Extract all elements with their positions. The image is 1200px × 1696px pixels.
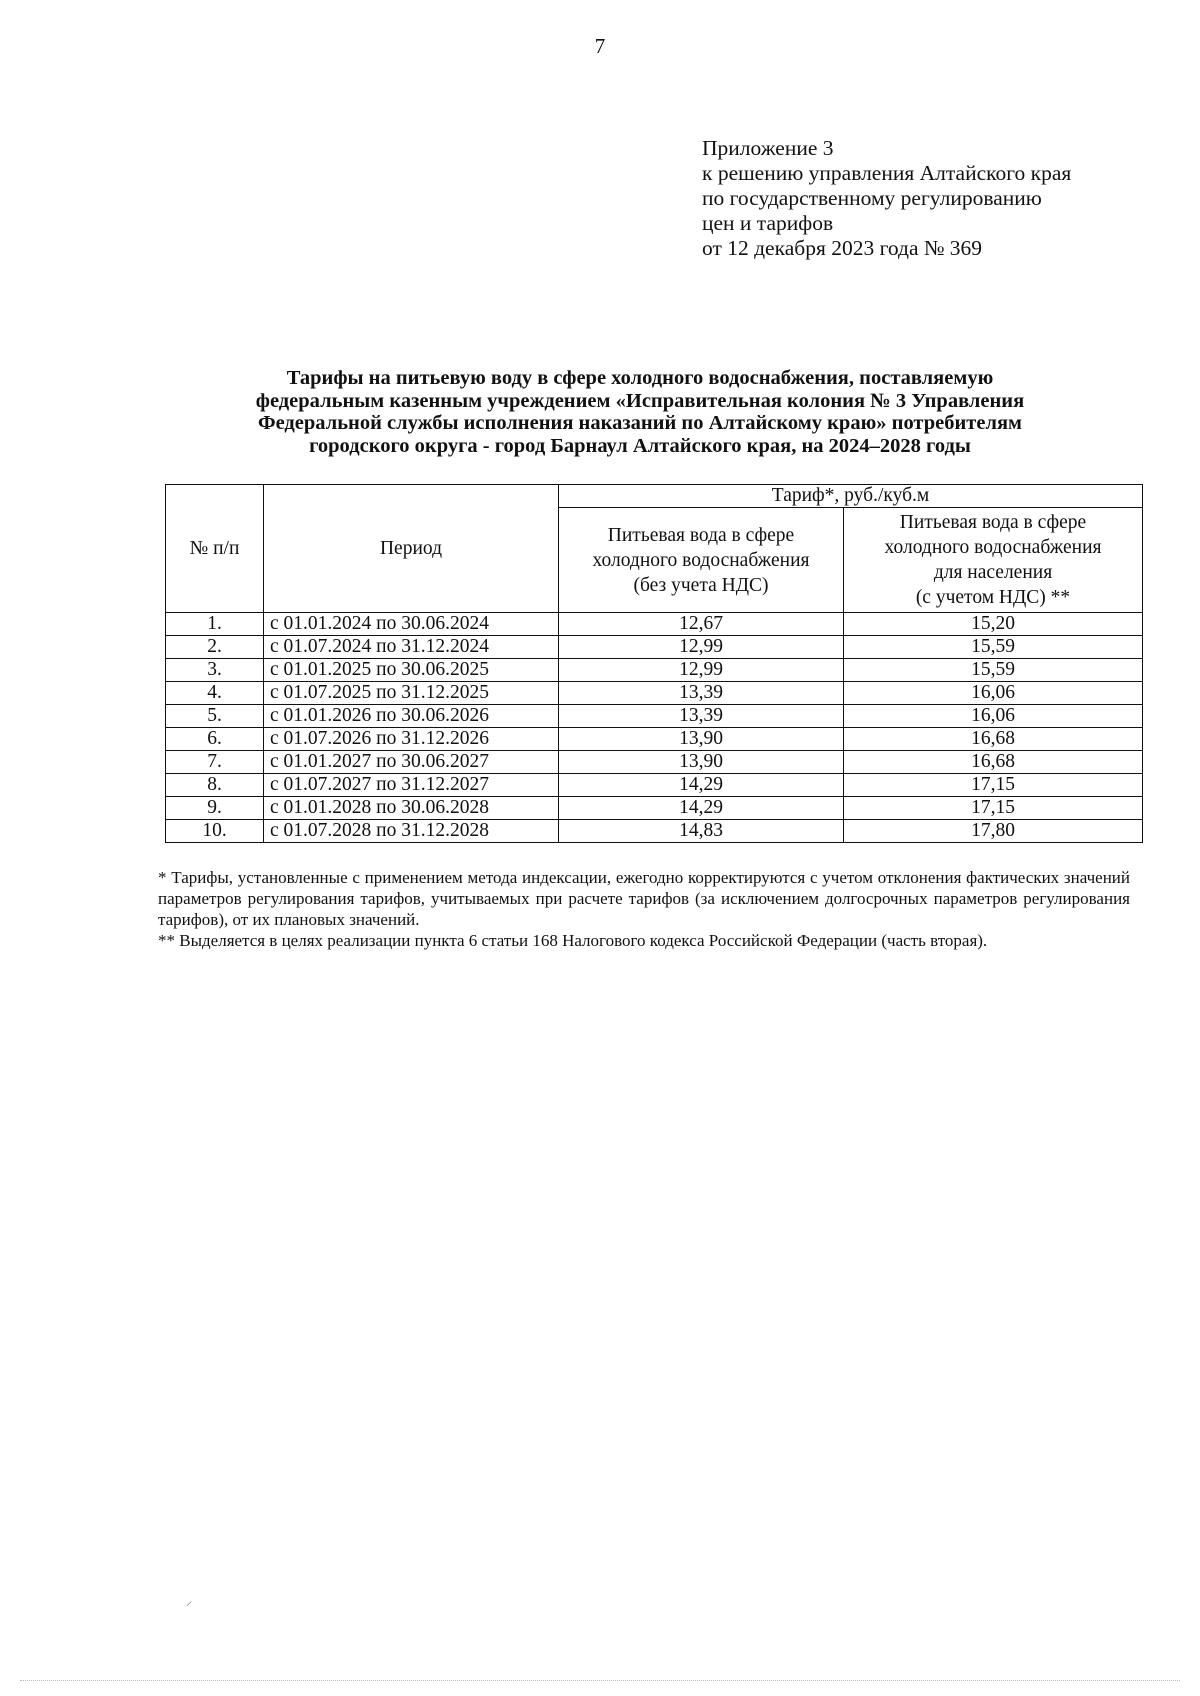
header-line: холодного водоснабжения	[884, 537, 1102, 558]
cell-num: 3.	[166, 659, 264, 682]
header-population	[844, 508, 1143, 613]
header-tariff-group: Тариф*, руб./куб.м	[559, 485, 1143, 508]
appendix-line: к решению управления Алтайского края	[702, 161, 1072, 185]
table-row	[166, 728, 1143, 751]
cell-without-vat: 14,83	[559, 820, 844, 843]
cell-population: 17,80	[844, 820, 1143, 843]
cell-period: с 01.01.2025 по 30.06.2025	[264, 659, 559, 682]
appendix-line: по государственному регулированию	[702, 186, 1042, 210]
table-row	[166, 774, 1143, 797]
cell-population: 16,68	[844, 751, 1143, 774]
cell-population: 16,68	[844, 728, 1143, 751]
table-row	[166, 820, 1143, 843]
footnote-1: * Тарифы, установленные с применением метода индексации, ежегодно корректируются с учетом отклонения фактических значений параметров регулирования тарифов, учитываемых при расчете тарифов (за исключением долгосрочных параметров регулирования тарифов), от их плановых значений.	[158, 868, 1130, 929]
tariff-table	[165, 484, 1143, 843]
title-line: Федеральной службы исполнения наказаний по Алтайскому краю» потребителям	[257, 412, 1023, 434]
header-line: (с учетом НДС) **	[915, 587, 1071, 608]
cell-period: с 01.07.2024 по 31.12.2024	[264, 636, 559, 659]
cell-period: с 01.07.2027 по 31.12.2027	[264, 774, 559, 797]
header-line: для населения	[933, 562, 1053, 583]
cell-without-vat: 13,39	[559, 682, 844, 705]
cell-population: 17,15	[844, 774, 1143, 797]
document-title	[170, 367, 1110, 457]
cell-num: 4.	[166, 682, 264, 705]
header-line: Питьевая вода в сфере	[607, 524, 795, 546]
cell-without-vat: 13,90	[559, 728, 844, 751]
cell-num: 7.	[166, 751, 264, 774]
cell-population: 15,59	[844, 659, 1143, 682]
cell-num: 10.	[166, 820, 264, 843]
cell-without-vat: 13,39	[559, 705, 844, 728]
table-row	[166, 682, 1143, 705]
page-number: 7	[594, 34, 606, 58]
footnote-2: ** Выделяется в целях реализации пункта 6 статьи 168 Налогового кодекса Российской Федерации (часть вторая).	[158, 931, 988, 950]
cell-population: 15,20	[844, 613, 1143, 636]
scan-edge-divider	[20, 1680, 1180, 1681]
cell-period: с 01.01.2028 по 30.06.2028	[264, 797, 559, 820]
cell-num: 9.	[166, 797, 264, 820]
cell-num: 8.	[166, 774, 264, 797]
cell-population: 16,06	[844, 682, 1143, 705]
cell-without-vat: 12,99	[559, 659, 844, 682]
header-line: Питьевая вода в сфере	[899, 512, 1087, 533]
table-row	[166, 636, 1143, 659]
appendix-line: Приложение 3	[702, 136, 834, 160]
cell-num: 1.	[166, 613, 264, 636]
table-row	[166, 705, 1143, 728]
appendix-line: цен и тарифов	[702, 211, 834, 235]
cell-population: 17,15	[844, 797, 1143, 820]
title-line: федеральным казенным учреждением «Исправительная колония № 3 Управления	[255, 389, 1025, 412]
scan-mark-icon: ⸝	[186, 1594, 193, 1608]
cell-period: с 01.01.2024 по 30.06.2024	[264, 613, 559, 636]
appendix-line: от 12 декабря 2023 года № 369	[702, 236, 982, 260]
cell-num: 5.	[166, 705, 264, 728]
table-row	[166, 659, 1143, 682]
title-line: Тарифы на питьевую воду в сфере холодного водоснабжения, поставляемую	[286, 367, 994, 389]
footnotes	[158, 867, 1130, 951]
table-row	[166, 751, 1143, 774]
cell-population: 16,06	[844, 705, 1143, 728]
cell-period: с 01.07.2026 по 31.12.2026	[264, 728, 559, 751]
cell-without-vat: 12,99	[559, 636, 844, 659]
cell-without-vat: 13,90	[559, 751, 844, 774]
cell-num: 6.	[166, 728, 264, 751]
cell-period: с 01.07.2028 по 31.12.2028	[264, 820, 559, 843]
cell-num: 2.	[166, 636, 264, 659]
cell-without-vat: 12,67	[559, 613, 844, 636]
header-line: (без учета НДС)	[633, 574, 769, 596]
header-num: № п/п	[166, 485, 264, 613]
header-period: Период	[264, 485, 559, 613]
cell-population: 15,59	[844, 636, 1143, 659]
cell-period: с 01.01.2027 по 30.06.2027	[264, 751, 559, 774]
cell-without-vat: 14,29	[559, 797, 844, 820]
title-line: городского округа - город Барнаул Алтайского края, на 2024–2028 годы	[309, 434, 971, 457]
cell-period: с 01.07.2025 по 31.12.2025	[264, 682, 559, 705]
cell-without-vat: 14,29	[559, 774, 844, 797]
appendix-block	[702, 136, 1172, 261]
cell-period: с 01.01.2026 по 30.06.2026	[264, 705, 559, 728]
header-line: холодного водоснабжения	[592, 549, 810, 571]
header-without-vat	[559, 508, 844, 613]
table-row	[166, 613, 1143, 636]
table-row	[166, 797, 1143, 820]
